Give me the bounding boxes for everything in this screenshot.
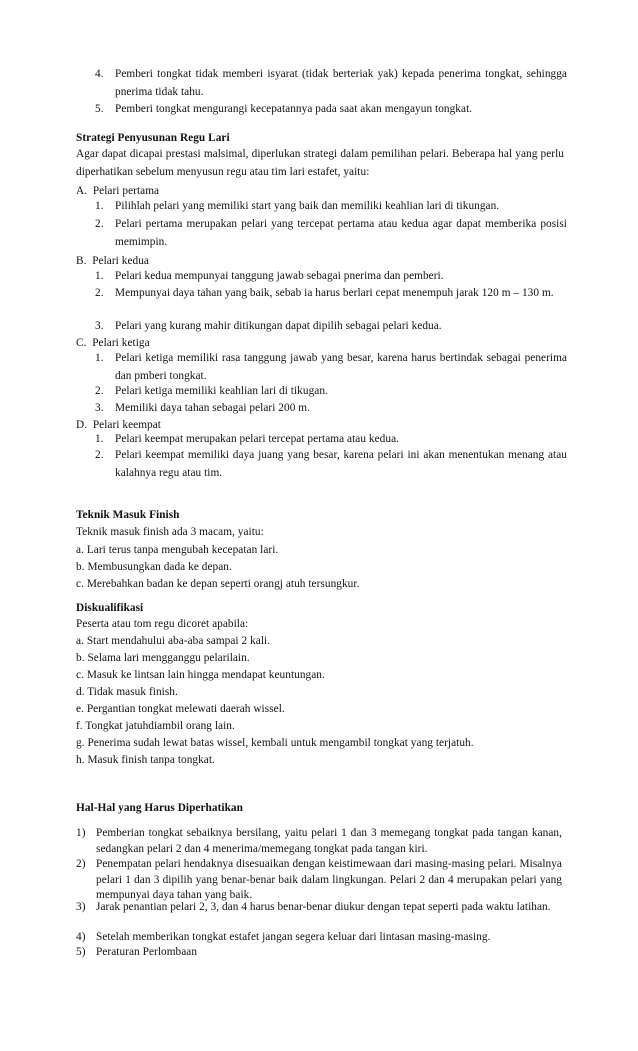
section-heading: Diskualifikasi bbox=[76, 602, 144, 614]
list-item: b. Membusungkan dada ke depan. bbox=[76, 561, 232, 573]
document-page: 4. Pemberi tongkat tidak memberi isyarat (tidak berteriak yak) kepada penerima tongkat, sehingga pnerima tidak tahu. 5. Pemberi tongkat mengurangi kecepatannya pada saat akan mengayun tongkat. Strategi Penyusunan Regu Lari Agar dapat dicapai prestasi malsimal, diperlukan strategi dalam pemilihan pelari. Beberapa hal yang perlu diperhatikan sebelum menyusun regu atau tim lari estafet, yaitu: A. Pelari pertama 1. Pilihlah pelari yang memiliki start yang baik dan memiliki keahlian lari di tikungan. 2. Pelari pertama merupakan pelari yang tercepat pertama atau kedua agar dapat memberika posisi memimpin. B. Pelari kedua 1. Pelari kedua mempunyai tanggung jawab sebagai pnerima dan pemberi. 2. Mempunyai daya tahan yang baik, sebab ia harus berlari cepat menempuh jarak 120 m – 130 m. 3. Pelari yang kurang mahir ditikungan dapat dipilih sebagai pelari kedua. C. Pelari ketiga 1. Pelari ketiga memiliki rasa tanggung jawab yang besar, karena harus bertindak sebagai penerima dan pmberi tongkat. 2. Pelari ketiga memiliki keahlian lari di tikugan. 3. Memiliki daya tahan sebagai pelari 200 m. D. Pelari keempat 1. Pelari keempat merupakan pelari tercepat pertama atau kedua. 2. Pelari keempat memiliki daya juang yang besar, karena pelari ini akan menentukan menang atau kalahnya regu atau tim. Teknik Masuk Finish Teknik masuk finish ada 3 macam, yaitu: a. Lari terus tanpa mengubah kecepatan lari. b. Membusungkan dada ke depan. c. Merebahkan badan ke depan seperti orangj atuh tersungkur. Diskualifikasi Peserta atau tom regu dicoret apabila: a. Start mendahului aba-aba sampai 2 kali. b. Selama lari mengganggu pelarilain. c. Masuk ke lintsan lain hingga mendapat keuntungan. d. Tidak masuk finish. e. Pergantian tongkat melewati daerah wissel. f. Tongkat jatuhdiambil orang lain. g. Penerima sudah lewat batas wissel, kembali untuk mengambil tongkat yang terjatuh. h. Masuk finish tanpa tongkat. Hal-Hal yang Harus Diperhatikan 1) Pemberian tongkat sebaiknya bersilang, yaitu pelari 1 dan 3 memegang tongkat pada tangan kanan, sedangkan pelari 2 dan 4 menerima/memegang tongkat pada tangan kiri. 2) Penempatan pelari hendaknya disesuaikan dengan keistimewaan dari masing-masing pelari. Misalnya pelari 1 dan 3 dipilih yang benar-benar baik dalam lingkungan. Pelari 2 dan 4 merupakan pelari yang mempunyai daya tahan yang baik. 3) Jarak penantian pelari 2, 3, dan 4 harus benar-benar diukur dengan tepat seperti pada waktu latihan. 4) Setelah memberikan tongkat estafet jangan segera keluar dari lintasan masing-masing. 5) Peraturan Perlombaan bbox=[76, 68, 567, 958]
list-item: c. Masuk ke lintsan lain hingga mendapat keuntungan. bbox=[76, 669, 325, 681]
section-heading: Strategi Penyusunan Regu Lari bbox=[76, 132, 230, 144]
list-item: a. Start mendahului aba-aba sampai 2 kali. bbox=[76, 635, 271, 647]
list-item: e. Pergantian tongkat melewati daerah wissel. bbox=[76, 703, 285, 715]
list-item: a. Lari terus tanpa mengubah kecepatan lari. bbox=[76, 544, 279, 556]
list-number: 4. bbox=[95, 68, 104, 80]
group-heading: A. Pelari pertama bbox=[76, 185, 160, 197]
list-item: f. Tongkat jatuhdiambil orang lain. bbox=[76, 720, 235, 732]
list-item: d. Tidak masuk finish. bbox=[76, 686, 178, 698]
list-item: c. Merebahkan badan ke depan seperti orangj atuh tersungkur. bbox=[76, 578, 360, 590]
section-heading: Hal-Hal yang Harus Diperhatikan bbox=[76, 802, 243, 814]
list-text: Pemberi tongkat mengurangi kecepatannya pada saat akan mengayun tongkat. bbox=[115, 103, 473, 115]
list-item: b. Selama lari mengganggu pelarilain. bbox=[76, 652, 250, 664]
section-heading: Teknik Masuk Finish bbox=[76, 509, 180, 521]
paragraph: Peserta atau tom regu dicoret apabila: bbox=[76, 618, 249, 630]
list-number: 5. bbox=[95, 103, 104, 115]
paragraph: Agar dapat dicapai prestasi malsimal, diperlukan strategi dalam pemilihan pelari. Beberapa hal yang perlu diperhatikan sebelum menyusun regu atau tim lari estafet, yaitu: bbox=[76, 148, 564, 178]
list-text: Pemberi tongkat tidak memberi isyarat (tidak berteriak yak) kepada penerima tongkat, sehingga pnerima tidak tahu. bbox=[115, 68, 567, 98]
group-heading: D. Pelari keempat bbox=[76, 419, 161, 431]
group-heading: B. Pelari kedua bbox=[76, 255, 149, 267]
list-item: h. Masuk finish tanpa tongkat. bbox=[76, 754, 215, 766]
paragraph: Teknik masuk finish ada 3 macam, yaitu: bbox=[76, 526, 264, 538]
group-heading: C. Pelari ketiga bbox=[76, 337, 150, 349]
list-item: g. Penerima sudah lewat batas wissel, kembali untuk mengambil tongkat yang terjatuh. bbox=[76, 737, 474, 749]
